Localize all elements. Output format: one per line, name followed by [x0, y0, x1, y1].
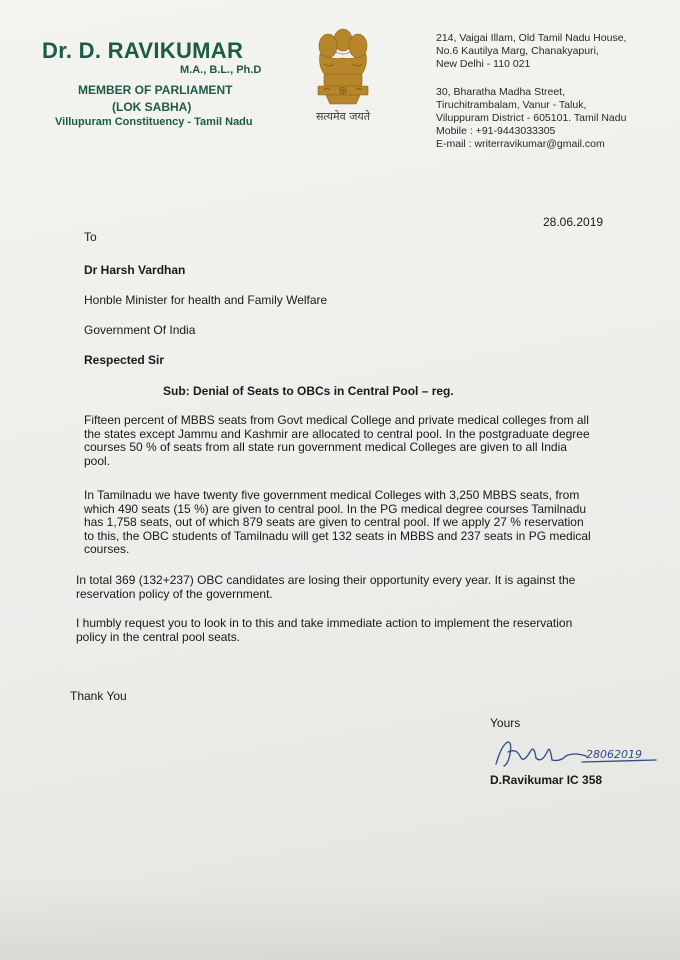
paragraph-line: the states except Jammu and Kashmir are allocated to central pool. In the postgraduate degree [84, 426, 590, 441]
paragraph-line: has 1,758 seats, out of which 879 seats are given to central pool. If we apply 27 % reservation [84, 515, 584, 529]
paragraph-line: reservation policy of the government. [76, 586, 273, 601]
mobile-line: Mobile : +91-9443033305 [436, 125, 556, 137]
address-line: 214, Vaigai Illam, Old Tamil Nadu House, [436, 32, 627, 44]
emblem-motto: सत्यमेव जयते [316, 110, 371, 123]
paragraph-line: Fifteen percent of MBBS seats from Govt medical College and private medical colleges from all [84, 413, 589, 427]
letterhead-house: (LOK SABHA) [112, 100, 192, 114]
body-paragraph-4 [76, 617, 572, 644]
closing-thank-you: Thank You [70, 689, 127, 703]
paragraph-line: to this, the OBC students of Tamilnadu will get 132 seats in MBBS and 237 seats in PG medical [84, 528, 591, 543]
address-line: 30, Bharatha Madha Street, [436, 86, 565, 98]
recipient-org: Government Of India [84, 323, 196, 337]
address-line: No.6 Kautilya Marg, Chanakyapuri, [436, 45, 599, 57]
paragraph-line: In Tamilnadu we have twenty five government medical Colleges with 3,250 MBBS seats, from [84, 488, 580, 502]
salutation: Respected Sir [84, 353, 165, 367]
paragraph-line: pool. [84, 453, 111, 468]
delhi-address [436, 32, 626, 71]
letterhead-degrees: M.A., B.L., Ph.D [180, 64, 262, 76]
paragraph-line: which 490 seats (15 %) are given to central pool. In the PG medical degree courses Tamilnadu [84, 501, 587, 516]
address-line: New Delhi - 110 021 [436, 58, 531, 70]
letter-date: 28.06.2019 [543, 215, 604, 229]
paragraph-line: I humbly request you to look in to this and take immediate action to implement the reservation [76, 616, 573, 630]
body-paragraph-2 [84, 489, 591, 557]
page-shadow [0, 880, 680, 960]
email-line: E-mail : writerravikumar@gmail.com [436, 138, 605, 150]
closing-yours: Yours [490, 716, 521, 730]
letterhead-constituency: Villupuram Constituency - Tamil Nadu [55, 116, 253, 128]
signature-date: 28062019 [586, 748, 642, 761]
paragraph-line: policy in the central pool seats. [76, 629, 241, 644]
address-line: Viluppuram District - 605101. Tamil Nadu [436, 112, 627, 124]
body-paragraph-1 [84, 414, 590, 468]
recipient-name: Dr Harsh Vardhan [84, 263, 186, 277]
national-emblem-icon [312, 24, 374, 116]
handwritten-signature [490, 734, 665, 776]
to-label: To [84, 230, 97, 244]
paragraph-line: courses 50 % of seats from all state run government medical Colleges are given to all India [84, 440, 567, 454]
paragraph-line: courses. [84, 542, 130, 556]
local-address [436, 86, 626, 151]
letterhead-name: Dr. D. RAVIKUMAR [42, 38, 244, 63]
letterhead-title: MEMBER OF PARLIAMENT [78, 83, 233, 97]
signatory-name: D.Ravikumar IC 358 [490, 773, 603, 787]
recipient-title: Honble Minister for health and Family Welfare [84, 293, 328, 307]
body-paragraph-3 [76, 574, 575, 601]
paragraph-line: In total 369 (132+237) OBC candidates are losing their opportunity every year. It is against the [76, 573, 576, 587]
subject-line: Sub: Denial of Seats to OBCs in Central Pool – reg. [163, 384, 454, 398]
address-line: Tiruchitrambalam, Vanur - Taluk, [436, 99, 587, 111]
